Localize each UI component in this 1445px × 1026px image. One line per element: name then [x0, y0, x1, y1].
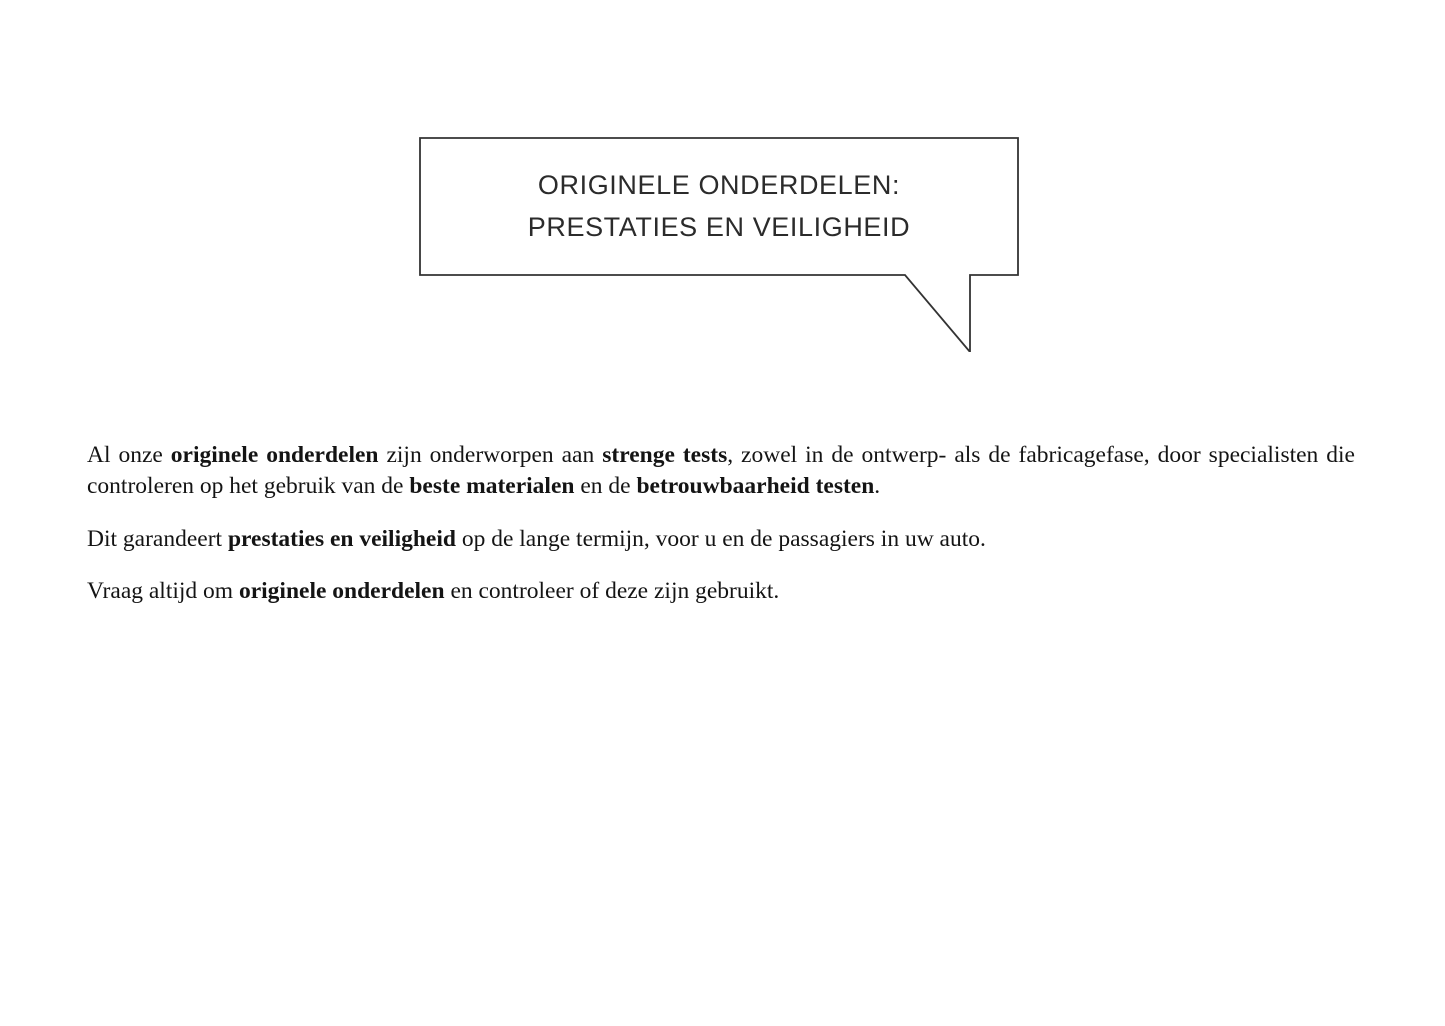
paragraph-3: Vraag altijd om originele onderdelen en controleer of deze zijn gebruikt.	[87, 577, 780, 604]
callout-bubble-shape	[419, 137, 1019, 352]
callout-line-2: PRESTATIES EN VEILIGHEID	[527, 212, 911, 242]
body-copy	[87, 440, 1355, 607]
callout-line-1: ORIGINELE ONDERDELEN:	[537, 169, 901, 200]
callout-bubble	[419, 137, 1019, 352]
paragraph-2: Dit garandeert prestaties en veiligheid op de lange termijn, voor u en de passagiers in uw auto.	[87, 525, 986, 552]
paragraph-1: Al onze originele onderdelen zijn onderworpen aan strenge tests, zowel in de ontwerp- als de fabricagefase, door specialisten die controleren op het gebruik van de beste materialen en de betrouwbaarheid testen.	[87, 442, 1355, 500]
